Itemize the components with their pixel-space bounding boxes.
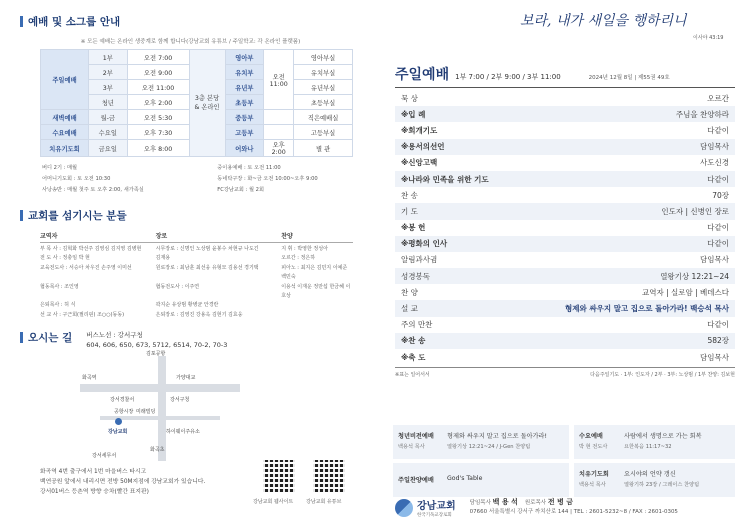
order-item-label: ※나라와 민족을 위한 기도 <box>401 174 489 184</box>
map-pin-icon <box>115 418 122 425</box>
bus-info: 버스노선 : 강서구청 604, 606, 650, 673, 5712, 6514, 70-2, 70-3 <box>86 331 228 350</box>
order-row <box>395 203 735 219</box>
order-item-label: 찬 송 <box>401 190 418 200</box>
worship-header: 주일예배 1부 7:00 / 2부 9:00 / 3부 11:00 2024년 12월 8일 | 제55권 49호 <box>395 64 735 88</box>
order-item-value: 주님을 찬양하라 <box>675 109 729 119</box>
online-note: ※ 모든 예배는 온라인 생중계로 함께 합니다(강남교회 유튜브 / 주일학교: 각 온라인 플랫폼) <box>80 39 301 45</box>
small-groups: 버디 2기 : 매월 어머니기도회 : 토 오전 10:30 사낭송반 : 매월 첫주 토 오후 2:00, 새가족실 중이용예배 : 토 오전 11:00 동네탁구장 : 화~금 오전 10:00~오후 9:00 FC강남교회 : 월 2회 <box>42 165 318 193</box>
order-row <box>395 252 735 268</box>
order-item-value: 사도신경 <box>700 158 729 168</box>
website-qr-icon[interactable] <box>263 460 295 492</box>
scripture-banner: 보라, 내가 새일을 행하리니 <box>520 13 687 29</box>
youth-service-box: 청년비전예배 백용석 목사 형제와 싸우지 말고 집으로 돌아가라! 열왕기상 12:21~24 / J-Gen 찬양팀 <box>393 425 569 459</box>
order-item-value: 담임목사 <box>700 352 729 362</box>
order-item-value: 다같이 <box>707 239 729 249</box>
order-item-label: 주의 만찬 <box>401 320 433 330</box>
location-map: 김포공항 화곡역 강서경찰서 가양대교 강서구청 공항시장 강남교회 하이웨이주유소 강서세무서 미래빌딩 화곡초 <box>80 356 240 461</box>
order-item-value: 다같이 <box>707 125 729 135</box>
order-item-value: 형제와 싸우지 말고 집으로 돌아가라! 백승석 목사 <box>565 304 729 314</box>
order-row <box>395 155 735 171</box>
order-item-label: ※신앙고백 <box>401 158 438 168</box>
schedule-table: 주일예배 1부 오전 7:00 3층 본당 & 온라인 영아부 오전 11:00 영아부실 2부 오전 9:00 유치부 유치부실 3부 오전 11:00 유년부 유년부실 청년 오후 2:00 초등부 초등부실 새벽예배 월-금 오전 5:30 중등부 직은예배실 수요예배 수요일 오후 7:30 고등부 고등부실 치유기도회 금요일 오후 8:00 어와나 오후 2:00 별 관 <box>40 49 353 157</box>
healing-prayer-box: 치유기도회 백용석 목사 요시야의 언약 갱신 열왕기하 23장 / 그레이스 찬양팀 <box>574 463 735 497</box>
order-row <box>395 106 735 122</box>
order-item-label: 찬 양 <box>401 287 418 297</box>
order-item-label: 기 도 <box>401 206 418 216</box>
order-footer: ※표는 일어서서 다음주일기도 · 1부: 인도자 / 2부 · 3부: 노상범 / 1부 찬양: 김보현 <box>395 367 735 378</box>
order-item-label: ※평화의 인사 <box>401 239 448 249</box>
order-item-value: 담임목사 <box>700 142 729 152</box>
order-row <box>395 220 735 236</box>
order-item-value: 담임목사 <box>700 255 729 265</box>
youtube-qr-icon[interactable] <box>313 460 345 492</box>
location-section-title: 오시는 길 <box>20 330 72 345</box>
scripture-ref: 이사야 43:19 <box>693 35 724 41</box>
directions: 화곡역 4번 출구에서 1번 마을버스 타시고 백연공원 앞에서 내리시면 전방 50M지점에 강남교회가 있습니다. 강서01버스 등촌역 방향 승차(빨간 표지판) <box>40 469 206 496</box>
order-row <box>395 300 735 316</box>
website-qr-label: 강남교회 웹사이트 <box>253 499 294 505</box>
wednesday-service-box: 수요예배 박 현 전도사 사람에서 생명으로 가는 회복 요한복음 11:17~32 <box>574 425 735 459</box>
order-item-value: 인도자 | 신병인 장로 <box>661 206 729 216</box>
order-item-label: ※회개기도 <box>401 125 438 135</box>
order-item-value: 교역자 | 실로암 | 베데스다 <box>641 287 729 297</box>
servants-section-title: 교회를 섬기시는 분들 <box>20 208 361 223</box>
order-row <box>395 333 735 349</box>
order-item-value: 다같이 <box>707 223 729 233</box>
praise-service-box: 주일찬양예배 God's Table <box>393 463 569 497</box>
order-item-value: 오르간 <box>707 93 729 103</box>
church-logo-icon <box>395 499 413 517</box>
youtube-qr-label: 강남교회 유튜브 <box>306 499 342 505</box>
order-row <box>395 284 735 300</box>
order-item-label: ※찬 송 <box>401 336 426 346</box>
order-item-label: 묵 상 <box>401 93 418 103</box>
order-item-value: 582장 <box>707 336 729 346</box>
order-item-label: 성경봉독 <box>401 271 430 281</box>
order-row <box>395 171 735 187</box>
order-row <box>395 349 735 365</box>
order-item-label: ※축 도 <box>401 352 426 362</box>
order-row <box>395 187 735 203</box>
order-item-label: 알림과사귐 <box>401 255 438 265</box>
order-item-value: 다같이 <box>707 320 729 330</box>
schedule-section-title: 예배 및 소그룹 안내 <box>20 14 361 29</box>
order-item-value: 열왕기상 12:21~24 <box>660 271 729 281</box>
order-item-label: 설 교 <box>401 304 418 314</box>
church-footer: 강남교회 한국기독교장로회 담임목사 백 용 석 원로목사 전 병 금 07660 서울특별시 강서구 까치산로 144 | TEL : 2601-5232~8 / FAX : 2601-0305 <box>395 497 735 518</box>
order-row <box>395 268 735 284</box>
order-item-label: ※입 례 <box>401 109 426 119</box>
order-of-service <box>395 90 735 365</box>
order-item-label: ※봉 헌 <box>401 223 426 233</box>
servants-table: 교역자 장로 찬양 부 목 사 : 김혁화 박선주 김영심 김지영 김병현 시무장로 : 신명인 노상범 윤봉수 차현규 나도긴 지 휘 : 박영한 정성아 전 도 사 : 정충임 박 현 김재용 오르간 : 정은하 교육전도사 : 서승아 차우진 손주영 이미선 원로장로 : 최남훈 최선웅 유형모 김용선 경기택 피아노 : 최지은 김민지 이예준 백민숙 협동목사 : 조인영 협동전도사 : 이주연 이용석 이재운 정만섭 한금혜 이호상 은퇴목사 : 허 식 곽지순 유상범 황병균 안경란 선 교 사 : 구근회(필리핀) 조○○(동동) 은퇴장로 : 김영진 강용옥 김현기 김효웅 <box>40 231 353 320</box>
order-row <box>395 122 735 138</box>
order-item-label: ※용서의선언 <box>401 142 445 152</box>
order-row <box>395 236 735 252</box>
order-row <box>395 90 735 106</box>
order-row <box>395 317 735 333</box>
order-item-value: 다같이 <box>707 174 729 184</box>
order-row <box>395 139 735 155</box>
order-item-value: 70장 <box>712 190 729 200</box>
